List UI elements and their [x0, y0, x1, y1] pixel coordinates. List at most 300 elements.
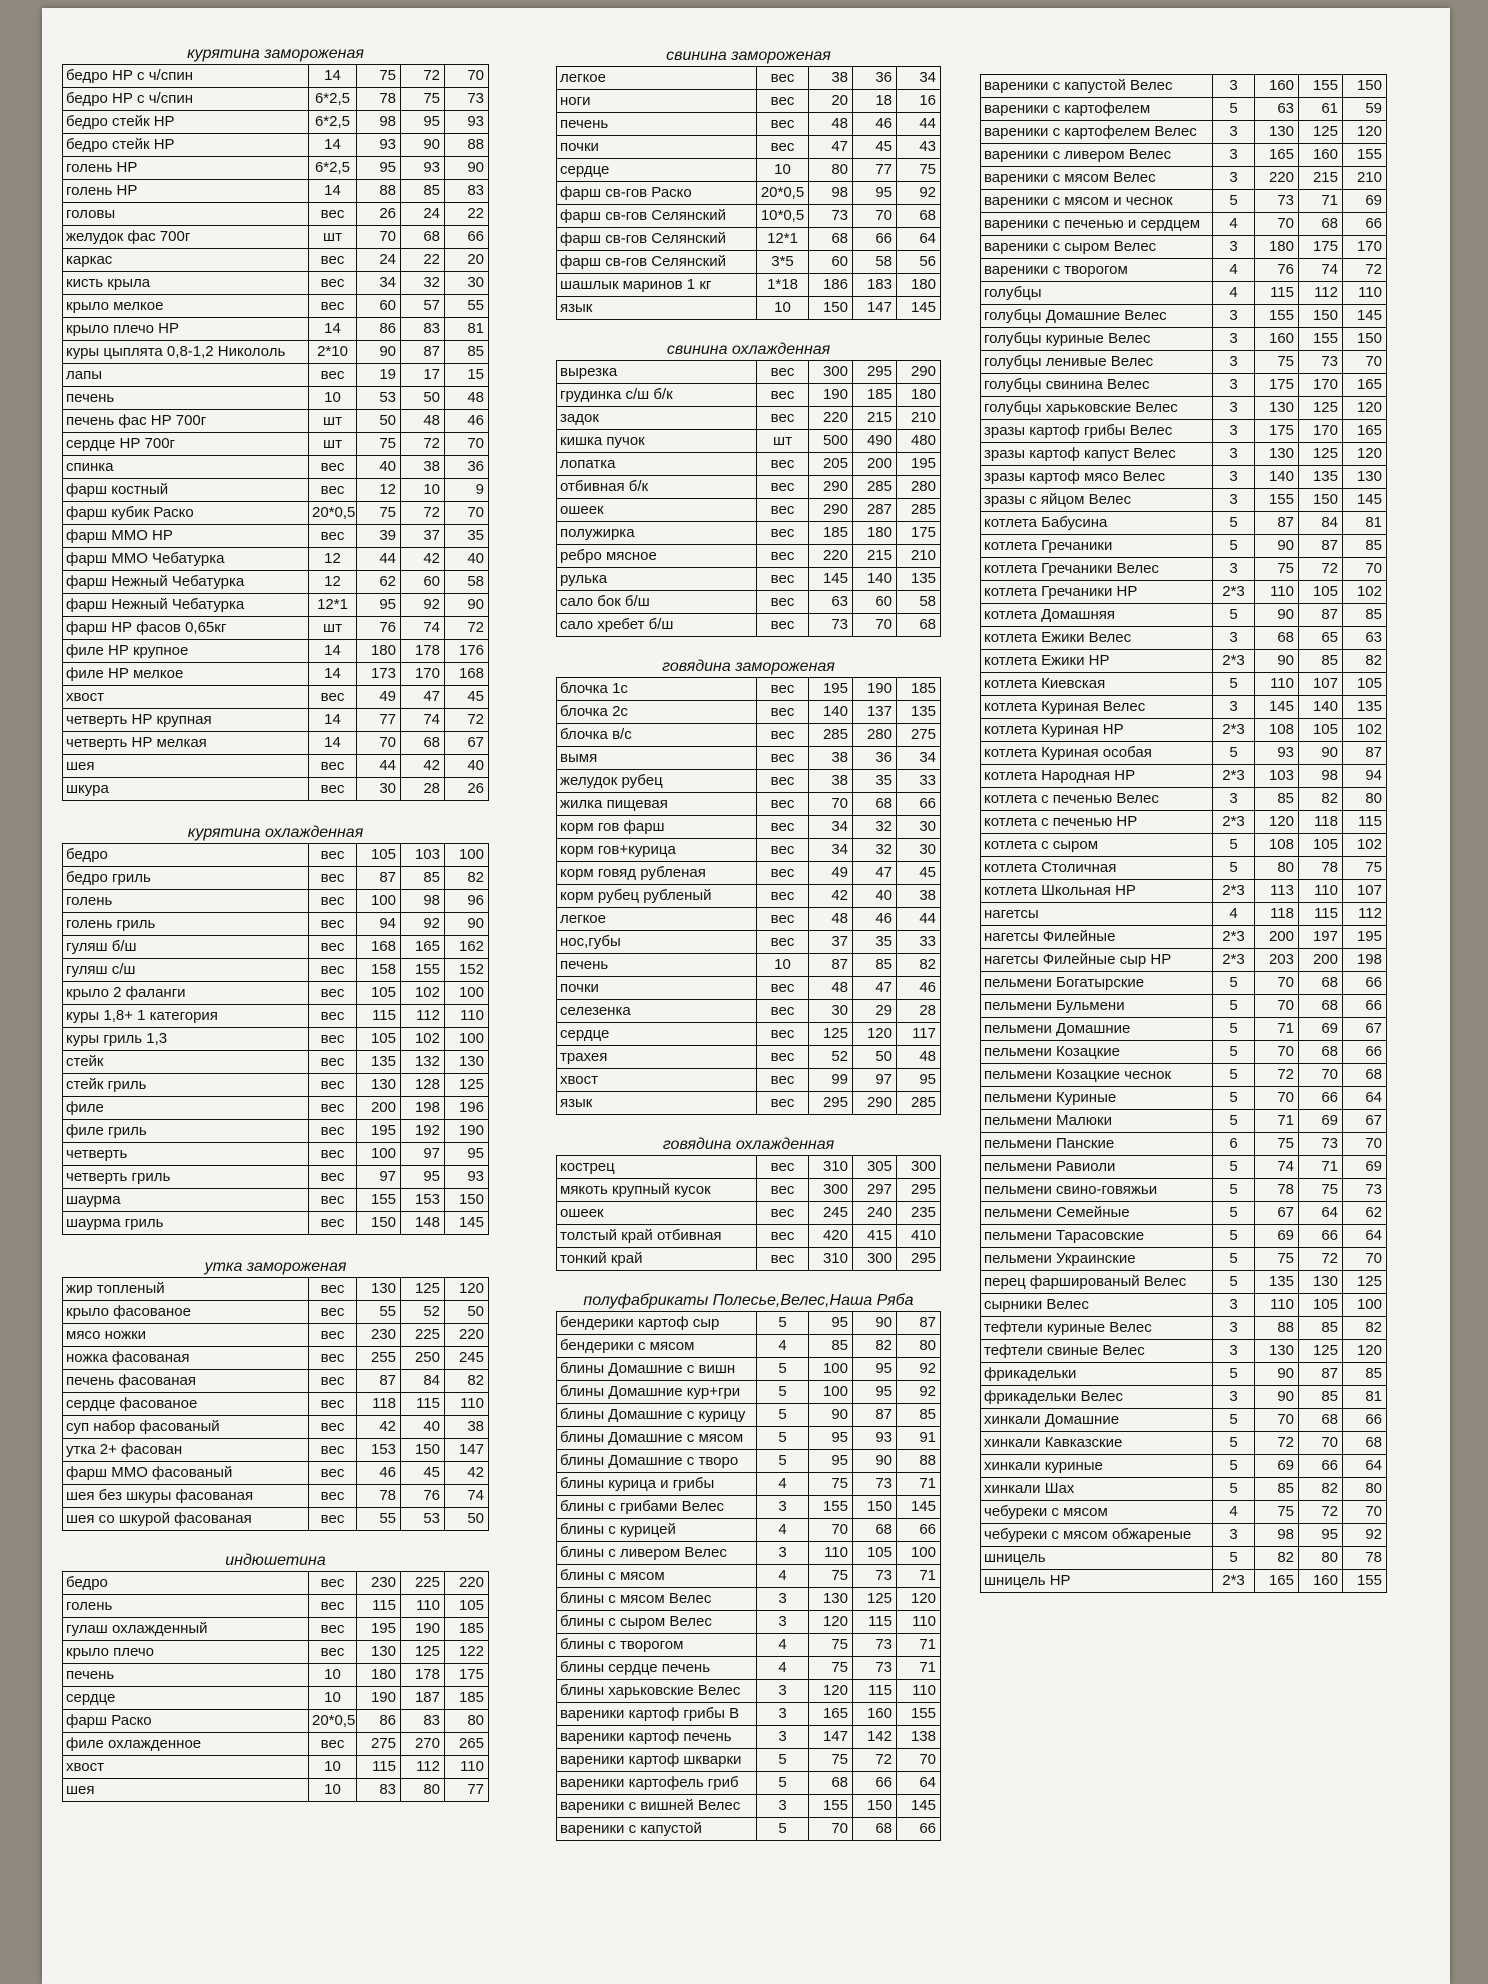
cell-text: 74	[1321, 261, 1338, 278]
cell-text: шкура	[66, 780, 109, 797]
cell-name	[981, 489, 1213, 512]
cell-price3	[897, 67, 941, 90]
cell-price2	[1299, 489, 1343, 512]
cell-name	[557, 67, 757, 90]
cell-name	[63, 433, 309, 456]
cell-text: шницель НР	[984, 1572, 1071, 1589]
cell-text: 5	[1229, 1480, 1238, 1497]
cell-unit	[1213, 512, 1255, 535]
cell-text: 90	[1277, 537, 1294, 554]
cell-text: вес	[320, 1122, 345, 1139]
cell-price1	[357, 867, 401, 890]
cell-text: вес	[320, 892, 345, 909]
cell-text: 95	[423, 1168, 440, 1185]
cell-text: 50	[379, 412, 396, 429]
cell-price3	[445, 959, 489, 982]
cell-text: блины сердце печень	[560, 1659, 711, 1676]
cell-name	[63, 548, 309, 571]
table-row	[557, 1519, 941, 1542]
cell-text: 75	[1277, 353, 1294, 370]
cell-price2	[853, 1680, 897, 1703]
cell-price3	[445, 548, 489, 571]
cell-text: 90	[1277, 606, 1294, 623]
cell-text: вес	[320, 1372, 345, 1389]
cell-name	[981, 627, 1213, 650]
cell-text: желудок фас 700г	[66, 228, 191, 245]
cell-name	[63, 982, 309, 1005]
cell-name	[981, 926, 1213, 949]
cell-text: 52	[423, 1303, 440, 1320]
cell-text: вес	[770, 887, 795, 904]
cell-price1	[357, 525, 401, 548]
table-row	[557, 1202, 941, 1225]
cell-text: 155	[1312, 77, 1338, 94]
table-row	[63, 755, 489, 778]
cell-text: шт	[323, 435, 342, 452]
cell-price1	[809, 747, 853, 770]
cell-text: 78	[379, 90, 396, 107]
cell-text: 74	[1277, 1158, 1294, 1175]
cell-price1	[1255, 535, 1299, 558]
cell-text: 255	[370, 1349, 396, 1366]
cell-text: 46	[467, 412, 484, 429]
cell-price3	[897, 1634, 941, 1657]
cell-price1	[1255, 121, 1299, 144]
cell-text: пельмени Бульмени	[984, 997, 1125, 1014]
cell-text: куры цыплята 0,8-1,2 Никололь	[66, 343, 286, 360]
cell-price3	[445, 844, 489, 867]
cell-text: котлета Домашняя	[984, 606, 1115, 623]
cell-text: голубцы свинина Велес	[984, 376, 1150, 393]
cell-price1	[809, 1588, 853, 1611]
cell-unit	[1213, 558, 1255, 581]
cell-name	[63, 479, 309, 502]
cell-unit	[309, 594, 357, 617]
cell-price2	[1299, 443, 1343, 466]
cell-text: 73	[875, 1659, 892, 1676]
table-row	[63, 1710, 489, 1733]
cell-text: четверть НР мелкая	[66, 734, 207, 751]
cell-price1	[1255, 1156, 1299, 1179]
cell-text: 97	[379, 1168, 396, 1185]
cell-unit	[1213, 581, 1255, 604]
cell-price3	[445, 1028, 489, 1051]
cell-price1	[1255, 719, 1299, 742]
cell-name	[557, 1703, 757, 1726]
cell-price3	[1343, 1340, 1387, 1363]
table-row	[63, 778, 489, 801]
cell-unit	[757, 1634, 809, 1657]
cell-text: 82	[1277, 1549, 1294, 1566]
cell-unit	[1213, 673, 1255, 696]
cell-price3	[897, 384, 941, 407]
cell-price3	[897, 453, 941, 476]
cell-text: 110	[1270, 583, 1294, 600]
table-row	[981, 328, 1387, 351]
cell-text: 125	[866, 1590, 892, 1607]
cell-text: блочка 1с	[560, 680, 628, 697]
cell-price3	[897, 1427, 941, 1450]
cell-price1	[1255, 696, 1299, 719]
cell-price2	[1299, 627, 1343, 650]
cell-price1	[809, 885, 853, 908]
cell-text: 69	[1277, 1457, 1294, 1474]
cell-text: котлета Киевская	[984, 675, 1106, 692]
cell-price2	[853, 678, 897, 701]
cell-text: 110	[1358, 284, 1382, 301]
cell-price1	[809, 1542, 853, 1565]
cell-price3	[445, 1347, 489, 1370]
table-row	[63, 913, 489, 936]
cell-text: 5	[1229, 1434, 1238, 1451]
cell-text: 70	[1277, 1411, 1294, 1428]
cell-price1	[809, 1749, 853, 1772]
cell-text: 12	[324, 573, 341, 590]
cell-text: 34	[919, 749, 936, 766]
cell-text: 78	[379, 1487, 396, 1504]
cell-unit	[309, 1347, 357, 1370]
cell-text: 168	[458, 665, 484, 682]
cell-price1	[809, 1795, 853, 1818]
cell-text: 29	[875, 1002, 892, 1019]
cell-price1	[1255, 1064, 1299, 1087]
cell-text: 3	[1229, 491, 1238, 508]
cell-text: 46	[875, 115, 892, 132]
cell-text: 67	[1365, 1020, 1382, 1037]
cell-text: 88	[379, 182, 396, 199]
cell-text: 130	[370, 1643, 396, 1660]
cell-price3	[445, 249, 489, 272]
cell-text: блины с сыром Велес	[560, 1613, 712, 1630]
cell-text: 60	[423, 573, 440, 590]
cell-text: 10	[774, 299, 791, 316]
cell-text: 295	[822, 1094, 848, 1111]
cell-name	[63, 1710, 309, 1733]
table-row	[63, 1733, 489, 1756]
cell-text: вес	[320, 205, 345, 222]
table-row	[981, 972, 1387, 995]
cell-text: вес	[770, 1002, 795, 1019]
table-row	[63, 1028, 489, 1051]
cell-text: 250	[414, 1349, 440, 1366]
cell-text: чебуреки с мясом	[984, 1503, 1108, 1520]
cell-text: вес	[320, 274, 345, 291]
cell-unit	[757, 297, 809, 320]
cell-text: 120	[1356, 1342, 1382, 1359]
cell-text: нагетсы	[984, 905, 1039, 922]
cell-text: 175	[1268, 376, 1294, 393]
cell-text: 115	[372, 1007, 396, 1024]
cell-text: 71	[919, 1475, 936, 1492]
cell-price2	[853, 568, 897, 591]
cell-price1	[809, 1248, 853, 1271]
cell-price1	[1255, 75, 1299, 98]
cell-text: 490	[866, 432, 892, 449]
cell-unit	[1213, 259, 1255, 282]
cell-price3	[897, 1611, 941, 1634]
cell-price2	[853, 361, 897, 384]
cell-text: 97	[423, 1145, 440, 1162]
cell-unit	[757, 205, 809, 228]
cell-text: вес	[320, 1280, 345, 1297]
cell-price3	[897, 499, 941, 522]
cell-unit	[1213, 1386, 1255, 1409]
cell-unit	[757, 522, 809, 545]
cell-price1	[1255, 558, 1299, 581]
cell-name	[981, 696, 1213, 719]
cell-price2	[853, 793, 897, 816]
table-row	[981, 190, 1387, 213]
cell-price3	[897, 361, 941, 384]
cell-price1	[1255, 512, 1299, 535]
cell-unit	[309, 1779, 357, 1802]
cell-unit	[1213, 282, 1255, 305]
cell-name	[981, 98, 1213, 121]
cell-unit	[309, 709, 357, 732]
cell-price3	[897, 274, 941, 297]
cell-text: 26	[379, 205, 396, 222]
cell-price3	[1343, 1501, 1387, 1524]
cell-text: 178	[414, 1666, 440, 1683]
cell-unit	[1213, 1409, 1255, 1432]
cell-price2	[401, 1278, 445, 1301]
cell-price3	[445, 1189, 489, 1212]
table-row	[981, 926, 1387, 949]
cell-price1	[809, 1092, 853, 1115]
cell-price3	[445, 1595, 489, 1618]
cell-text: 90	[831, 1406, 848, 1423]
cell-text: 66	[1365, 1411, 1382, 1428]
price-section	[980, 74, 1387, 1593]
cell-price3	[1343, 696, 1387, 719]
cell-price2	[1299, 880, 1343, 903]
cell-text: 38	[831, 69, 848, 86]
cell-price1	[357, 1756, 401, 1779]
cell-text: 66	[875, 230, 892, 247]
cell-text: 45	[875, 138, 892, 155]
cell-price1	[357, 249, 401, 272]
cell-text: 88	[1277, 1319, 1294, 1336]
cell-price2	[1299, 305, 1343, 328]
cell-text: голень гриль	[66, 915, 156, 932]
cell-text: 160	[1268, 77, 1294, 94]
cell-price1	[1255, 1317, 1299, 1340]
cell-text: вес	[320, 688, 345, 705]
cell-text: 100	[458, 1030, 484, 1047]
cell-unit	[309, 1664, 357, 1687]
table-row	[557, 1225, 941, 1248]
cell-text: 10	[423, 481, 440, 498]
cell-text: 240	[866, 1204, 892, 1221]
cell-unit	[757, 1818, 809, 1841]
cell-price1	[1255, 144, 1299, 167]
price-section	[62, 44, 489, 801]
cell-text: 72	[1321, 560, 1338, 577]
cell-text: 295	[866, 363, 892, 380]
cell-text: 295	[910, 1250, 936, 1267]
cell-price3	[445, 1508, 489, 1531]
cell-text: бедро	[66, 1574, 108, 1591]
cell-name	[557, 1565, 757, 1588]
cell-text: 58	[467, 573, 484, 590]
cell-text: вес	[320, 1076, 345, 1093]
cell-price3	[445, 387, 489, 410]
cell-text: 92	[919, 184, 936, 201]
cell-text: 90	[423, 136, 440, 153]
cell-text: 100	[822, 1383, 848, 1400]
cell-price3	[897, 1046, 941, 1069]
cell-text: вес	[770, 570, 795, 587]
cell-name	[557, 770, 757, 793]
cell-text: 82	[1365, 1319, 1382, 1336]
cell-name	[981, 190, 1213, 213]
cell-name	[557, 499, 757, 522]
cell-text: 87	[1321, 1365, 1338, 1382]
cell-text: 75	[831, 1659, 848, 1676]
cell-price1	[1255, 1041, 1299, 1064]
cell-price3	[445, 1097, 489, 1120]
cell-text: 48	[831, 910, 848, 927]
cell-price1	[1255, 1455, 1299, 1478]
cell-price1	[357, 755, 401, 778]
cell-text: 40	[467, 550, 484, 567]
cell-text: фарш Раско	[66, 1712, 152, 1729]
cell-unit	[1213, 1455, 1255, 1478]
cell-name	[63, 640, 309, 663]
cell-text: сердце	[560, 161, 610, 178]
cell-text: 265	[458, 1735, 484, 1752]
cell-unit	[309, 1485, 357, 1508]
cell-price3	[897, 614, 941, 637]
cell-name	[63, 1301, 309, 1324]
cell-unit	[1213, 1317, 1255, 1340]
cell-unit	[1213, 1133, 1255, 1156]
table-row	[981, 167, 1387, 190]
cell-price3	[1343, 742, 1387, 765]
cell-text: 245	[458, 1349, 484, 1366]
cell-unit	[757, 793, 809, 816]
cell-price2	[853, 407, 897, 430]
cell-text: толстый край отбивная	[560, 1227, 722, 1244]
cell-text: 44	[919, 910, 936, 927]
table-row	[981, 604, 1387, 627]
cell-price2	[1299, 374, 1343, 397]
cell-price2	[1299, 972, 1343, 995]
cell-price3	[1343, 1386, 1387, 1409]
cell-text: 145	[910, 1797, 936, 1814]
table-row	[63, 433, 489, 456]
cell-text: 66	[1365, 974, 1382, 991]
cell-unit	[1213, 811, 1255, 834]
cell-text: блины с творогом	[560, 1636, 684, 1653]
cell-text: 98	[1277, 1526, 1294, 1543]
cell-name	[63, 1278, 309, 1301]
cell-text: вареники картоф печень	[560, 1728, 732, 1745]
table-row	[63, 65, 489, 88]
cell-price3	[445, 88, 489, 111]
cell-unit	[757, 1772, 809, 1795]
cell-price1	[1255, 1386, 1299, 1409]
cell-unit	[757, 724, 809, 747]
cell-price1	[357, 982, 401, 1005]
cell-text: 195	[1356, 928, 1382, 945]
cell-text: 87	[379, 1372, 396, 1389]
cell-price3	[897, 1588, 941, 1611]
cell-text: 4	[1229, 284, 1238, 301]
cell-text: 90	[467, 915, 484, 932]
cell-price3	[897, 1092, 941, 1115]
cell-text: 68	[1321, 1043, 1338, 1060]
cell-text: 3	[1229, 146, 1238, 163]
cell-name	[981, 466, 1213, 489]
table-row	[63, 1324, 489, 1347]
cell-price1	[1255, 903, 1299, 926]
cell-text: бедро гриль	[66, 869, 151, 886]
cell-unit	[757, 1000, 809, 1023]
cell-text: 14	[324, 711, 341, 728]
cell-unit	[309, 982, 357, 1005]
table-row	[63, 982, 489, 1005]
cell-text: 150	[866, 1797, 892, 1814]
cell-price2	[401, 1370, 445, 1393]
cell-text: 64	[1365, 1457, 1382, 1474]
cell-text: 300	[910, 1158, 936, 1175]
cell-text: 75	[1277, 1503, 1294, 1520]
cell-text: 165	[1268, 1572, 1294, 1589]
cell-price2	[1299, 1294, 1343, 1317]
cell-text: котлета Ежики НР	[984, 652, 1110, 669]
cell-text: пельмени Куриные	[984, 1089, 1117, 1106]
cell-unit	[1213, 1501, 1255, 1524]
cell-name	[557, 1023, 757, 1046]
cell-price1	[1255, 949, 1299, 972]
cell-price2	[853, 908, 897, 931]
cell-unit	[309, 686, 357, 709]
cell-text: 67	[467, 734, 484, 751]
cell-name	[981, 1110, 1213, 1133]
cell-price2	[1299, 512, 1343, 535]
cell-price2	[853, 499, 897, 522]
cell-text: 120	[1356, 399, 1382, 416]
cell-text: 3	[778, 1544, 787, 1561]
cell-price2	[401, 1097, 445, 1120]
cell-text: 38	[831, 772, 848, 789]
cell-text: 155	[1356, 1572, 1382, 1589]
cell-text: 56	[919, 253, 936, 270]
cell-text: 68	[875, 1521, 892, 1538]
cell-price3	[1343, 328, 1387, 351]
cell-name	[981, 1478, 1213, 1501]
cell-text: блочка 2с	[560, 703, 628, 720]
table-row	[981, 121, 1387, 144]
cell-text: 3	[1229, 790, 1238, 807]
cell-text: 150	[866, 1498, 892, 1515]
cell-text: сырники Велес	[984, 1296, 1089, 1313]
cell-text: 12*1	[317, 596, 348, 613]
price-table	[62, 64, 489, 801]
cell-price1	[357, 686, 401, 709]
cell-text: 34	[919, 69, 936, 86]
price-table	[556, 66, 941, 320]
cell-text: 95	[831, 1314, 848, 1331]
cell-name	[63, 663, 309, 686]
cell-text: почки	[560, 979, 599, 996]
cell-price2	[401, 959, 445, 982]
cell-text: 125	[414, 1280, 440, 1297]
section-title: говядина замороженая	[662, 658, 835, 675]
cell-price2	[853, 954, 897, 977]
cell-price3	[445, 936, 489, 959]
